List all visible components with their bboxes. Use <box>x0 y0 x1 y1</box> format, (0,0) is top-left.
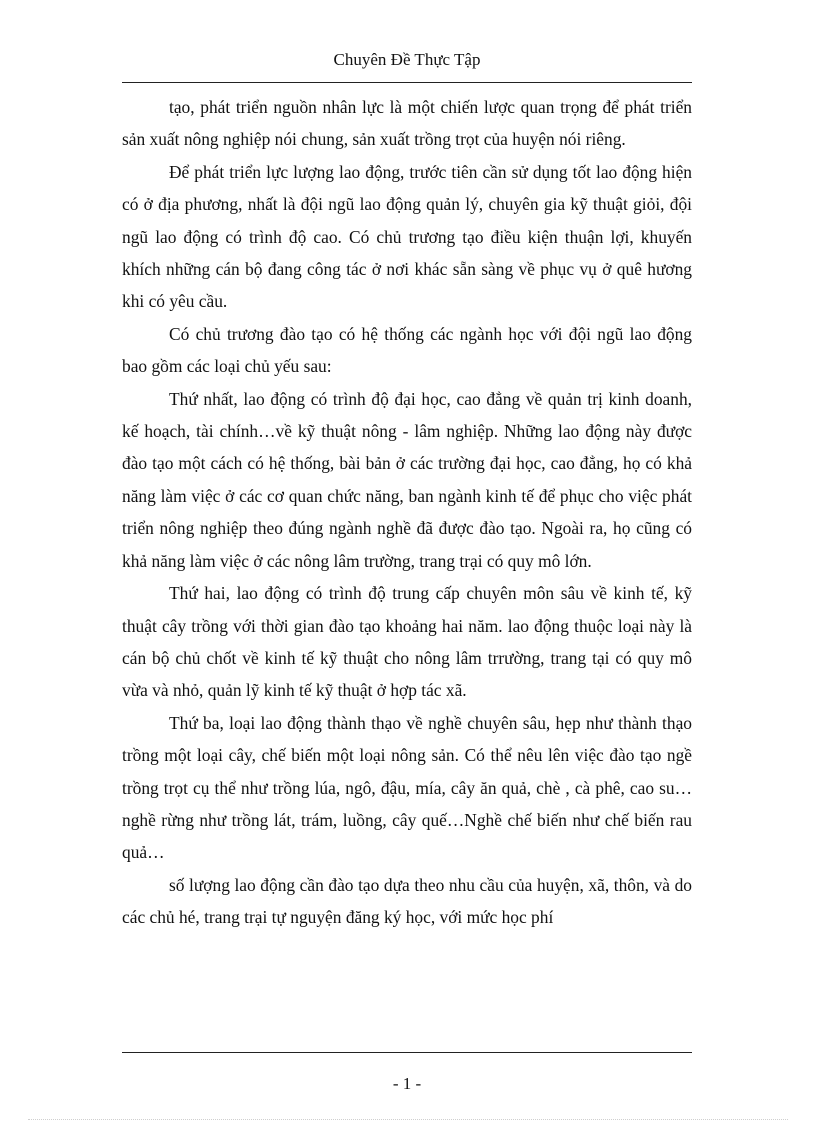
page-header-title: Chuyên Đề Thực Tập <box>333 50 481 69</box>
footer-rule <box>122 1052 692 1053</box>
paragraph: Để phát triển lực lượng lao động, trước tiên cần sử dụng tốt lao động hiện có ở địa phương, nhất là đội ngũ lao động quản lý, chuyên gia kỹ thuật giỏi, đội ngũ lao động có trình độ cao. Có chủ trương tạo điều kiện thuận lợi, khuyến khích những cán bộ đang công tác ở nơi khác sẵn sàng về phục vụ ở quê hương khi có yêu cầu. <box>122 161 692 312</box>
paragraph: Thứ hai, lao động có trình độ trung cấp chuyên môn sâu về kinh tế, kỹ thuật cây trồng với thời gian đào tạo khoảng hai năm. lao động thuộc loại này là cán bộ chủ chốt về kinh tế kỹ thuật cho nông lâm trrường, trang tại có quy mô vừa và nhỏ, quản lỹ kinh tế kỹ thuật ở hợp tác xã. <box>122 583 692 701</box>
paragraph: Thứ ba, loại lao động thành thạo về nghề chuyên sâu, hẹp như thành thạo trồng một loại cây, chế biến một loại nông sản. Có thể nêu lên việc đào tạo ngề trồng trọt cụ thể như trồng lúa, ngô, đậu, mía, cây ăn quả, chè , cà phê, cao su…nghề rừng như trồng lát, trám, luồng, cây quế…Nghề chế biến như chế biến rau quả… <box>122 712 692 863</box>
page-edge-divider <box>28 1119 788 1120</box>
paragraph: Thứ nhất, lao động có trình độ đại học, cao đẳng về quản trị kinh doanh, kế hoạch, tài chính…về kỹ thuật nông - lâm nghiệp. Những lao động này được đào tạo một cách có hệ thống, bài bản ở các trường đại học, cao đẳng, họ có khả năng làm việc ở các cơ quan chức năng, ban ngành kinh tế để phục cho việc phát triển nông nghiệp theo đúng ngành nghề đã được đào tạo. Ngoài ra, họ cũng có khả năng làm việc ở các nông lâm trường, trang trại có quy mô lớn. <box>122 388 692 571</box>
body-text <box>122 91 692 934</box>
paragraph: số lượng lao động cần đào tạo dựa theo nhu cầu của huyện, xã, thôn, và do các chủ hé, trang trại tự nguyện đăng ký học, với mức học phí <box>122 874 692 928</box>
header-rule <box>122 82 692 83</box>
page-number: - 1 - <box>392 1074 422 1093</box>
paragraph: Có chủ trương đào tạo có hệ thống các ngành học với đội ngũ lao động bao gồm các loại chủ yếu sau: <box>122 323 692 377</box>
paragraph: tạo, phát triển nguồn nhân lực là một chiến lược quan trọng để phát triển sản xuất nông nghiệp nói chung, sản xuất trồng trọt của huyện nói riêng. <box>122 97 692 150</box>
